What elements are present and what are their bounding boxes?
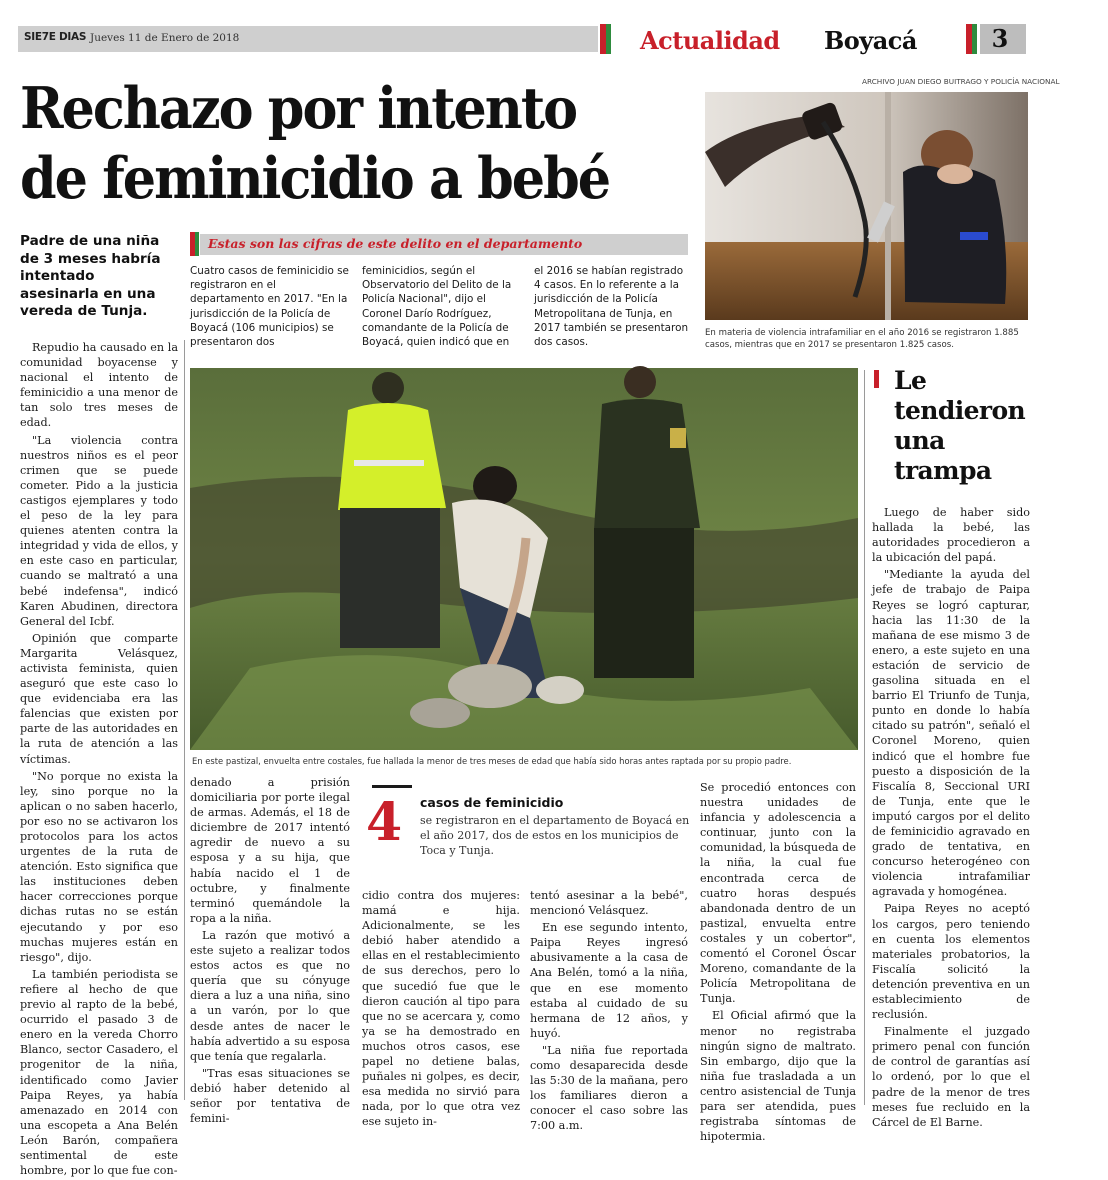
col5-paragraph: El Oficial afirmó que la menor no registraba ningún signo de maltrato. Sin embargo, dijo que la niña fue trasladada a un centro asistencial de Tunja para ser atendida, pues registraba síntomas de hipotermia. [700, 1009, 856, 1144]
article-column-3 [362, 888, 520, 1132]
article-column-5 [700, 780, 856, 1146]
col3-paragraph: cidio contra dos mujeres: mamá e hija. Adicionalmente, se les debió haber atendido a ellas en el restablecimiento de sus derechos, pero lo que sucedió fue que le dieron caución al tipo para que no se acercara y, como ya se ha demostrado en muchos otros casos, ese papel no detiene balas, puñales ni golpes, es decir, esa medida no sirvió para nada, por lo que otra vez ese sujeto in- [362, 889, 520, 1129]
page-number: 3 [991, 24, 1009, 53]
col2-paragraph: "Tras esas situaciones se debió haber detenido al señor por tentativa de femini- [190, 1066, 350, 1126]
callout-rule [372, 785, 412, 788]
stats-box-title: Estas son las cifras de este delito en el departamento [208, 236, 583, 251]
sidebar-body [872, 505, 1030, 1132]
callout-number: 4 [366, 792, 403, 853]
photo-credit: ARCHIVO JUAN DIEGO BUITRAGO Y POLICÍA NACIONAL [862, 77, 1060, 86]
photo-main-caption: En este pastizal, envuelta entre costales, fue hallada la menor de tres meses de edad que había sido horas antes raptada por su propio padre. [192, 756, 792, 766]
column-rule [864, 370, 865, 1105]
headline-line-1: Rechazo por intento [20, 75, 577, 142]
photo-main-field-art [190, 368, 858, 750]
col4-paragraph: En ese segundo intento, Paipa Reyes ingresó abusivamente a la casa de Ana Belén, tomó a la niña, que en ese momento estaba al cuidado de su hermana de 12 años, y huyó. [530, 921, 688, 1040]
page-number-marker-green [972, 24, 977, 54]
header-date: Jueves 11 de Enero de 2018 [90, 32, 240, 44]
sidebar-paragraph: "Mediante la ayuda del jefe de trabajo de Paipa Reyes se logró capturar, hacia las 11:30 de la mañana de ese mismo 3 de enero, a este sujeto en una estación de servicio de gasolina situada en el barrio El Triunfo de Tunja, punto en donde lo había citado su patrón", señaló el Coronel Moreno, quien indicó que el hombre fue puesto a disposición de la Fiscalía 8, Seccional URI de Tunja, ente que le imputó cargos por el delito de feminicidio agravado en grado de tentativa, en concurso heterogéneo con violencia intrafamiliar agravada y homogénea. [872, 568, 1030, 899]
deck: Padre de una niña de 3 meses habría intentado asesinarla en una vereda de Tunja. [20, 233, 161, 320]
col1-paragraph: "No porque no exista la ley, sino porque no la aplican o no saben hacerlo, por eso no se activaron los protocolos para los actos urgentes de la ruta de atención. Esto significa que las instituciones deben hacer correcciones porque dichas rutas no se están ejecutando y por eso muchas mujeres están en riesgo", dijo. [20, 769, 178, 964]
col2-paragraph: denado a prisión domiciliaria por porte ilegal de armas. Además, el 18 de diciembre de 2017 intentó agredir de nuevo a su esposa y a su hija, que había nacido el 1 de octubre, y finalmente terminó quemándole la ropa a la niña. [190, 776, 350, 925]
sidebar-paragraph: Paipa Reyes no aceptó los cargos, pero teniendo en cuenta los elementos materiales probatorios, la Fiscalía solicitó la detención preventiva en un establecimiento de reclusión. [872, 902, 1030, 1022]
col1-paragraph: "La violencia contra nuestros niños es el peor crimen que se puede cometer. Pido a la justicia castigos ejemplares y todo el peso de la ley para quienes atenten contra la integridad y vida de ellos, y en este caso en particular, cuando se maltrató a una bebé indefensa", indicó Karen Abudinen, directora General del Icbf. [20, 433, 178, 628]
photo-top-caption: En materia de violencia intrafamiliar en el año 2016 se registraron 1.885 casos, mientras que en 2017 se presentaron 1.825 casos. [705, 328, 1019, 350]
stats-box-marker-green [195, 232, 199, 256]
sidebar-headline: Le tendieron una trampa [894, 366, 1026, 485]
col4-paragraph: "La niña fue reportada como desaparecida desde las 5:30 de la mañana, pero los familiares dieron a conocer el caso sobre las 7:00 a.m. [530, 1043, 688, 1133]
stats-box-col-2: feminicidios, según el Observatorio del Delito de la Policía Nacional", dijo el Coronel Darío Rodríguez, comandante de la Policía de Boyacá, quien indicó que en [362, 265, 512, 349]
col4-paragraph: tentó asesinar a la bebé", mencionó Velásquez. [530, 889, 688, 918]
sidebar-paragraph: Finalmente el juzgado primero penal con función de control de garantías así lo ordenó, por lo que el padre de la menor de tres meses fue recluido en la Cárcel de El Barne. [872, 1025, 1030, 1129]
photo-domestic-violence-art [705, 92, 1028, 320]
sidebar-paragraph: Luego de haber sido hallada la bebé, las autoridades procedieron a la ubicación del papá. [872, 506, 1030, 565]
section-marker-green [606, 24, 611, 54]
section-word-actualidad: Actualidad [640, 26, 780, 55]
article-column-1 [20, 340, 178, 1180]
callout-box [362, 785, 692, 869]
col5-paragraph: Se procedió entonces con nuestra unidades de infancia y adolescencia a continuar, junto con la comunidad, la búsqueda de la niña, la cual fue encontrada cerca de cuatro horas después abandonada dentro de un pastizal, envuelta entre costales y un cobertor", comentó el Coronel Óscar Moreno, comandante de la Policía Metropolitana de Tunja. [700, 781, 856, 1006]
section-word-boyaca: Boyacá [824, 26, 917, 55]
headline-line-2: de feminicidio a bebé [20, 145, 610, 212]
photo-main-field [190, 368, 858, 750]
col1-paragraph: Opinión que comparte Margarita Velásquez, activista feminista, quien aseguró que este caso lo que evidenciaba era las falencias que existen por parte de las autoridades en la ruta de atención a las víctimas. [20, 631, 178, 766]
callout-text: se registraron en el departamento de Boyacá en el año 2017, dos de estos en los municipios de Toca y Tunja. [420, 814, 690, 857]
headline [20, 74, 636, 214]
article-column-2 [190, 775, 350, 1128]
sidebar-marker-red [874, 370, 879, 388]
article-column-4 [530, 888, 688, 1136]
column-rule [184, 340, 185, 1100]
photo-domestic-violence [705, 92, 1028, 320]
stats-box-col-1: Cuatro casos de feminicidio se registraron en el departamento en 2017. "En la jurisdicción de la Policía de Boyacá (106 municipios) se presentaron dos [190, 265, 349, 349]
col1-paragraph: La también periodista se refiere al hecho de que previo al rapto de la bebé, ocurrido el pasado 3 de enero en la vereda Chorro Blanco, sector Casadero, el progenitor de la niña, identificado como Javier Paipa Reyes, ya había amenazado en 2014 con una escopeta a Ana Belén León Barón, compañera sentimental de este hombre, por lo que fue con- [20, 967, 178, 1178]
col1-paragraph: Repudio ha causado en la comunidad boyacense y nacional el intento de feminicidio a una menor de tan solo tres meses de edad. [20, 341, 178, 430]
callout-title: casos de feminicidio [420, 795, 564, 810]
col2-paragraph: La razón que motivó a este sujeto a realizar todos estos actos es que no quería que su cónyuge diera a luz a una niña, sino a un varón, por lo que desde antes de nacer le había advertido a su esposa que tenía que regalarla. [190, 928, 350, 1063]
stats-box-col-3: el 2016 se habían registrado 4 casos. En lo referente a la jurisdicción de la Policía Metropolitana de Tunja, en 2017 también se presentaron dos casos. [534, 265, 689, 349]
masthead-logo: SIE7E DIAS [24, 31, 87, 43]
